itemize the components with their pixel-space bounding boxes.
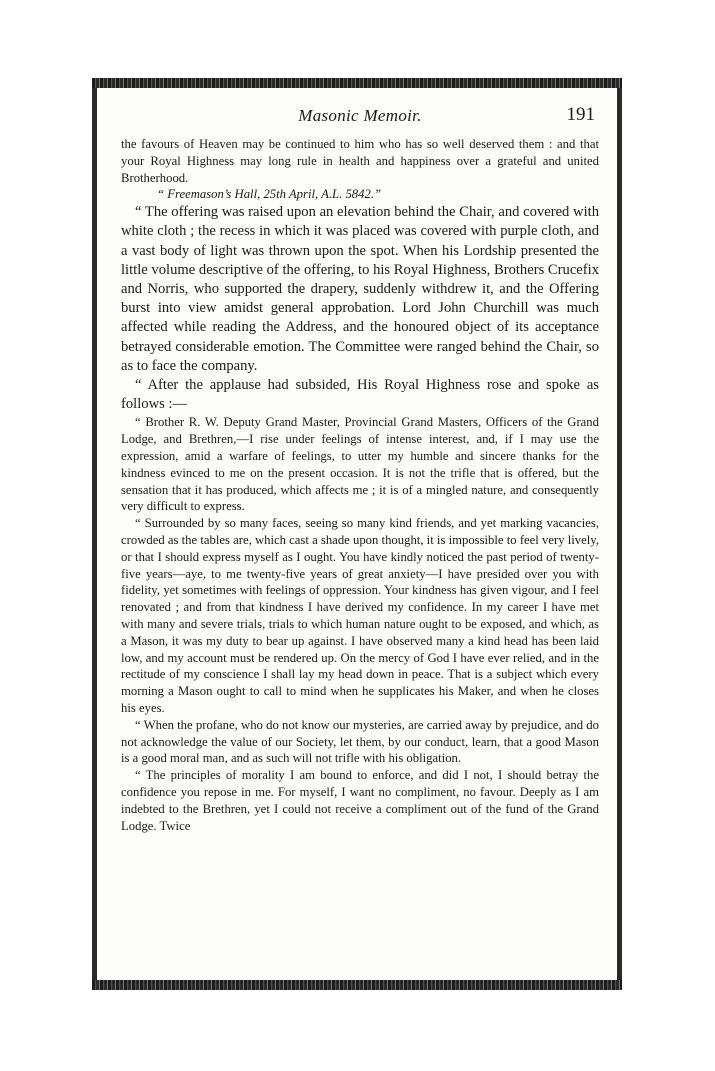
running-title: Masonic Memoir. bbox=[298, 106, 422, 125]
page-number: 191 bbox=[566, 106, 595, 125]
paragraph-speech-profane: “ When the profane, who do not know our mysteries, are carried away by prejudice, and do not acknowledge the value of our Society, let them, by our conduct, learn, that a good Mason is a good moral man, and as such will not trifle with his obligation. bbox=[121, 717, 599, 766]
address-dateline: “ Freemason’s Hall, 25th April, A.L. 5842.” bbox=[157, 187, 382, 202]
paragraph-speech-opening: “ Brother R. W. Deputy Grand Master, Provincial Grand Masters, Officers of the Grand Lodge, and Brethren,—I rise under feelings of intense interest, and, if I may use the expression, amid a warfare of feelings, to utter my humble and sincere thanks for the kindness evinced to me on the present occasion. It is not the trifle that is offered, but the sensation that it has produced, which affects me ; it is of a mingled nature, and consequently very difficult to express. bbox=[121, 415, 599, 514]
decorative-bottom-border bbox=[92, 980, 622, 990]
paragraph-offering: “ The offering was raised upon an elevation behind the Chair, and covered with white cloth ; the recess in which it was placed was covered with purple cloth, and a vast body of light was thrown upon the spot. When his Lordship presented the little volume descriptive of the offering, to his Royal Highness, Brothers Crucefix and Norris, who supported the drapery, suddenly withdrew it, and the Offering burst into view amidst general approbation. Lord John Churchill was much affected while reading the Address, and the honoured object of its acceptance betrayed considerable emotion. The Committee were ranged behind the Chair, so as to face the company. bbox=[121, 204, 599, 374]
running-head bbox=[121, 106, 599, 136]
page-content bbox=[121, 106, 599, 974]
decorative-top-border bbox=[92, 78, 622, 88]
page-frame bbox=[92, 78, 622, 990]
body-text bbox=[121, 136, 599, 834]
paragraph-speech-morality: “ The principles of morality I am bound to enforce, and did I not, I should betray the confidence you repose in me. For myself, I want no compliment, no favour. Deeply as I am indebted to the Brethren, yet I could not receive a compliment out of the fund of the Grand Lodge. Twice bbox=[121, 768, 599, 833]
paragraph-address-closing: the favours of Heaven may be continued to him who has so well deserved them : and that your Royal Highness may long rule in health and happiness over a grateful and united Brotherhood. bbox=[121, 137, 599, 185]
paragraph-speech-surrounded: “ Surrounded by so many faces, seeing so many kind friends, and yet marking vacancies, crowded as the tables are, which cast a shade upon thought, it is impossible to feel very lively, or that I should express myself as I ought. You have kindly noticed the past period of twenty-five years—aye, to me twenty-five years of great anxiety—I have presided over you with fidelity, yet sometimes with feelings of oppression. Your kindness has given vigour, and I feel renovated ; and from that kindness I have derived my confidence. In my career I have met with many and severe trials, trials to which human nature ought to be exposed, and which, as a Mason, it was my duty to bear up against. I have observed many a kind head has been laid low, and my account must be rendered up. On the mercy of God I have ever relied, and in the rectitude of my conscience I shall lay my head down in peace. That is a subject which every morning a Mason ought to call to mind when he supplicates his Maker, and when he closes his eyes. bbox=[121, 516, 599, 715]
paragraph-applause: “ After the applause had subsided, His Royal Highness rose and spoke as follows :— bbox=[121, 377, 599, 413]
